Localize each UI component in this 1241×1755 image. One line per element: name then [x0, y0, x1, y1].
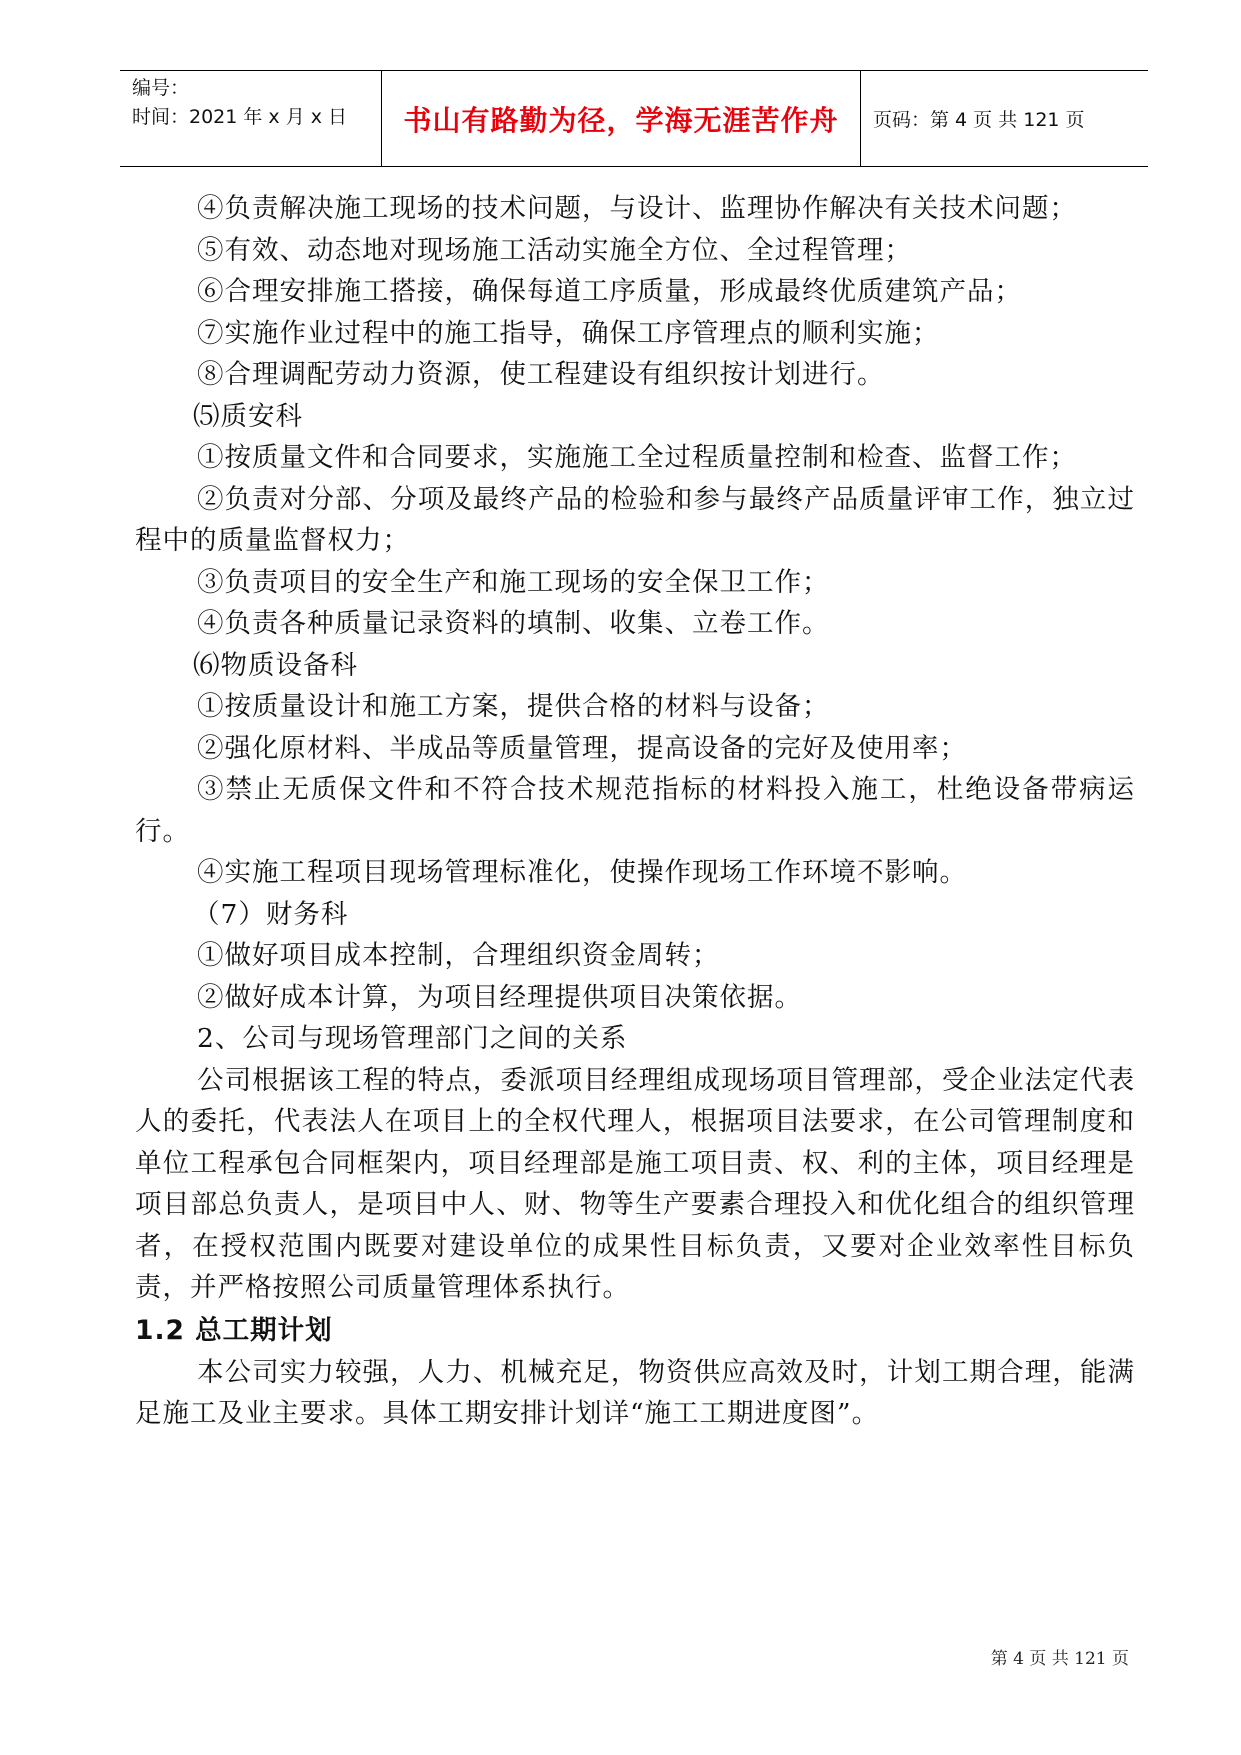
paragraph: 公司根据该工程的特点，委派项目经理组成现场项目管理部，受企业法定代表人的委托，代表法人在项目上的全权代理人，根据项目法要求，在公司管理制度和单位工程承包合同框架内，项目经理部是施工项目责、权、利的主体，项目经理是项目部总负责人，是项目中人、财、物等生产要素合理投入和优化组合的组织管理者，在授权范围内既要对建设单位的成果性目标负责，又要对企业效率性目标负责，并严格按照公司质量管理体系执行。	[135, 1064, 1135, 1303]
time-label: 时间：2021 年 x 月 x 日	[132, 106, 348, 128]
subsection-title: ⑸质安科	[193, 400, 303, 432]
paragraph: ④负责解决施工现场的技术问题，与设计、监理协作解决有关技术问题；	[197, 193, 1077, 224]
number-label: 编号：	[132, 77, 190, 99]
paragraph: ①做好项目成本控制，合理组织资金周转；	[197, 940, 720, 971]
paragraph: ①按质量文件和合同要求，实施施工全过程质量控制和检查、监督工作；	[197, 442, 1077, 473]
subsection-title: （7）财务科	[193, 898, 349, 930]
subsection-title: ⑹物质设备科	[193, 649, 358, 681]
paragraph: ④实施工程项目现场管理标准化，使操作现场工作环境不影响。	[197, 857, 967, 888]
paragraph: ③负责项目的安全生产和施工现场的安全保卫工作；	[197, 566, 830, 598]
header-meta	[120, 71, 382, 166]
document-body	[135, 188, 1135, 1435]
paragraph: ②做好成本计算，为项目经理提供项目决策依据。	[197, 981, 802, 1013]
paragraph: ④负责各种质量记录资料的填制、收集、立卷工作。	[197, 608, 830, 639]
paragraph: ③禁止无质保文件和不符合技术规范指标的材料投入施工，杜绝设备带病运行。	[135, 774, 1135, 847]
paragraph: 2、公司与现场管理部门之间的关系	[197, 1023, 628, 1054]
paragraph: ②负责对分部、分项及最终产品的检验和参与最终产品质量评审工作，独立过程中的质量监督权力；	[135, 483, 1135, 556]
header-motto: 书山有路勤为径，学海无涯苦作舟	[382, 71, 861, 166]
section-heading: 1.2 总工期计划	[135, 1314, 333, 1346]
page-header	[120, 70, 1148, 167]
header-page-label: 页码：第 4 页 共 121 页	[873, 109, 1085, 131]
paragraph: ⑧合理调配劳动力资源，使工程建设有组织按计划进行。	[197, 359, 885, 390]
paragraph: ⑥合理安排施工搭接，确保每道工序质量，形成最终优质建筑产品；	[197, 276, 1022, 307]
paragraph: ⑤有效、动态地对现场施工活动实施全方位、全过程管理；	[197, 234, 912, 266]
paragraph: ②强化原材料、半成品等质量管理，提高设备的完好及使用率；	[197, 732, 967, 764]
paragraph: ⑦实施作业过程中的施工指导，确保工序管理点的顺利实施；	[197, 317, 940, 349]
page-footer: 第 4 页 共 121 页	[990, 1649, 1129, 1669]
paragraph: 本公司实力较强，人力、机械充足，物资供应高效及时，计划工期合理，能满足施工及业主要求。具体工期安排计划详“施工工期进度图”。	[135, 1356, 1135, 1429]
paragraph: ①按质量设计和施工方案，提供合格的材料与设备；	[197, 691, 830, 722]
